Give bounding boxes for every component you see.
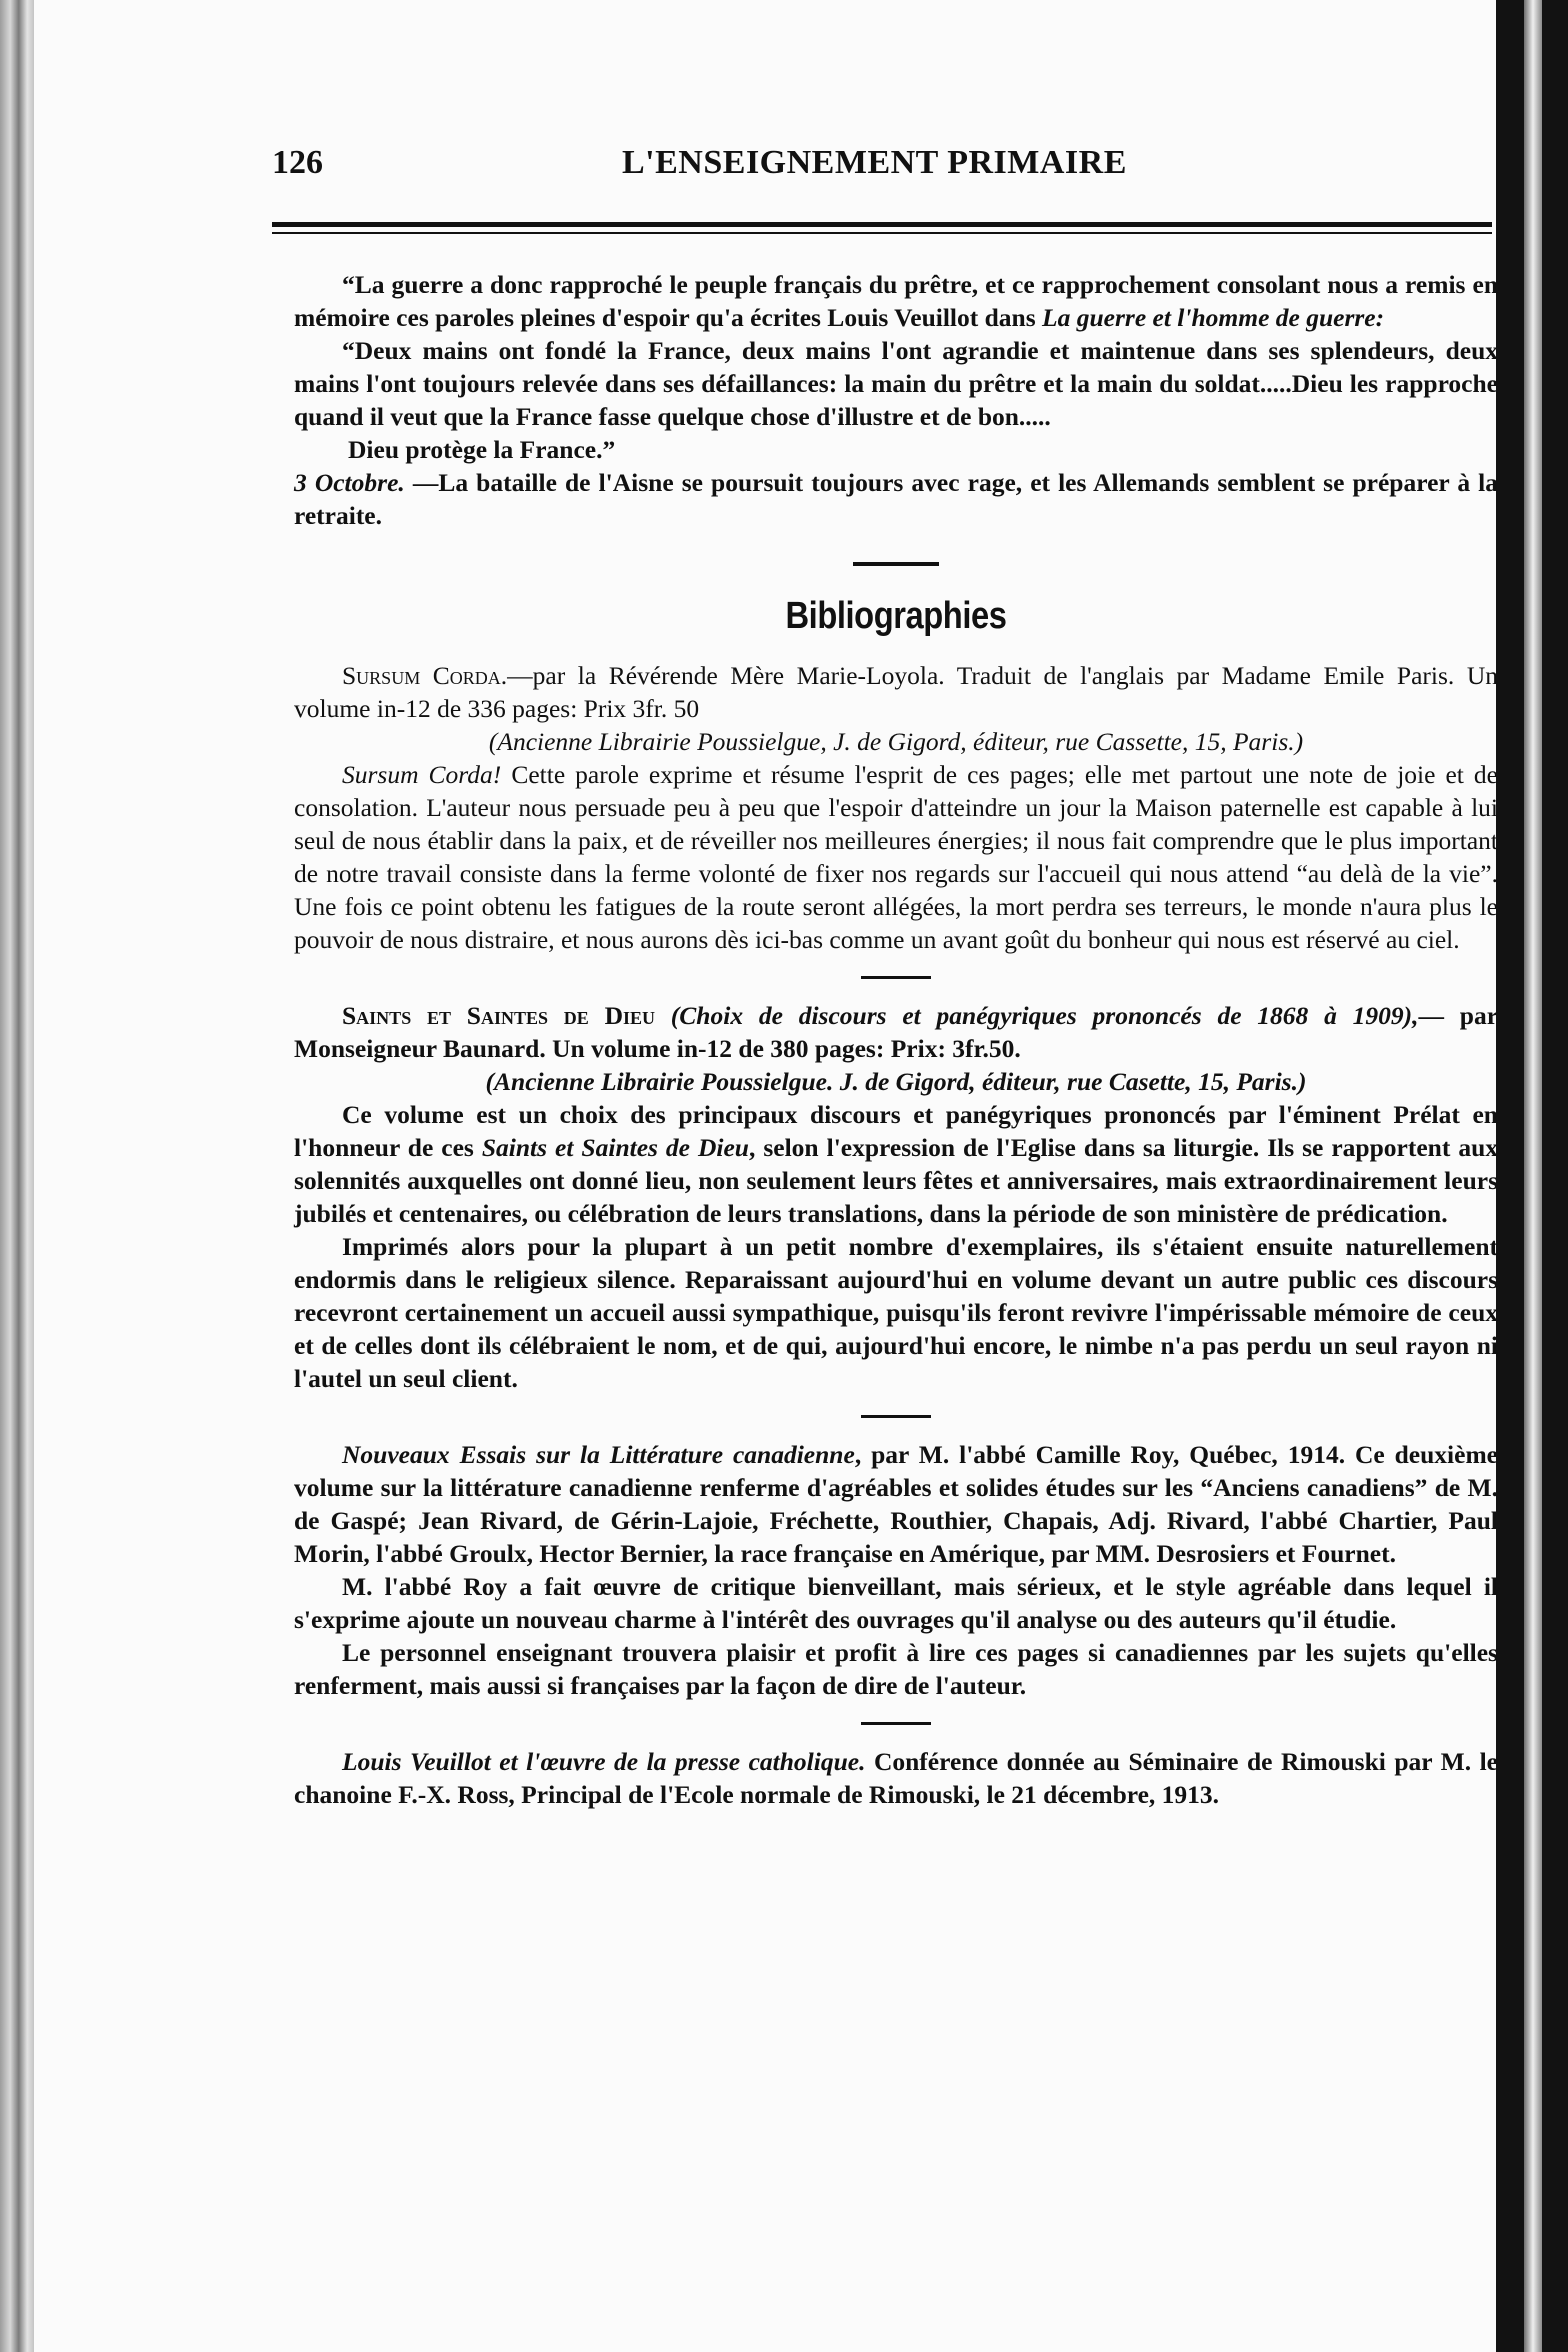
quote-closing: Dieu protège la France.” [348,435,616,464]
saints-review-1a: Ce volume est un choix des principaux discours et panégyriques prononcés par l'éminent Prélat en l'honneur de ces [294,1100,1498,1162]
veuillot-citation [294,1745,1498,1811]
sursum-citation [294,659,1498,725]
article-body [294,268,1498,1811]
section-separator [853,562,939,566]
scan-right-edge [1496,0,1568,2352]
running-title: L'ENSEIGNEMENT PRIMAIRE [622,144,1127,181]
saints-review-1b: , selon l'expression de l'Eglise dans sa liturgie. Ils se rapportent aux solennités auxquelles ont donné lieu, non seulement leurs fêtes et anniversaires, mais extraordinairement leurs jubilés et centenaires, ou célébration de leurs translations, dans la période de son ministère de prédication. [294,1133,1499,1228]
saints-citation [294,999,1498,1065]
saints-details: — par Monseigneur Baunard. Un volume in-12 de 380 pages: Prix: 3fr.50. [294,1001,1499,1063]
saints-review-1 [294,1098,1498,1230]
section-title: Bibliographies [785,595,1007,637]
entry-separator [861,1415,931,1418]
page [34,0,1499,2352]
sursum-title: Sursum Corda. [342,661,508,690]
essais-review-3: Le personnel enseignant trouvera plaisir et profit à lire ces pages si canadiennes par les sujets qu'elles renferment, mais aussi si françaises par la façon de dire de l'auteur. [294,1638,1498,1700]
sursum-review-lead: Sursum Corda! [342,760,502,789]
saints-title: Saints et Saintes de Dieu [342,1001,655,1030]
veuillot-text: Conférence donnée au Séminaire de Rimouski par M. le chanoine F.-X. Ross, Principal de l'Ecole normale de Rimouski, le 21 décembre, 1913. [294,1747,1498,1809]
page-number: 126 [272,144,323,181]
entry-text: —La bataille de l'Aisne se poursuit toujours avec rage, et les Allemands semblent se préparer à la retraite. [294,468,1499,530]
essais-review-2: M. l'abbé Roy a fait œuvre de critique bienveillant, mais sérieux, et le style agréable dans lequel il s'exprime ajoute un nouveau charme à l'intérêt des ouvrages qu'il analyse ou des auteurs qu'il étudie. [294,1572,1498,1634]
sursum-review-text: Cette parole exprime et résume l'esprit de ces pages; elle met partout une note de joie et de consolation. L'auteur nous persuade peu à peu que l'espoir d'atteindre un jour la Maison paternelle est capable à lui seul de nous établir dans la paix, et de réveiller nos meilleures énergies; il nous fait comprendre que le plus important de notre travail consiste dans la ferme volonté de fixer nos regards sur l'accueil qui nous attend “au delà de la vie”. Une fois ce point obtenu les fatigues de la route seront allégées, la mort perdra ses terreurs, le monde n'aura plus le pouvoir de nous distraire, et nous aurons dès ici-bas comme un avant goût du bonheur qui nous est réservé au ciel. [294,760,1498,954]
essais-citation [294,1438,1498,1570]
entry-separator [861,1722,931,1725]
intro-text: “La guerre a donc rapproché le peuple français du prêtre, et ce rapprochement consolant nous a remis en mémoire ces paroles pleines d'espoir qu'a écrites Louis Veuillot dans [294,270,1498,332]
essais-title: Nouveaux Essais sur la Littérature canadienne [342,1440,855,1469]
intro-book-title: La guerre et l'homme de guerre: [1042,303,1385,332]
saints-review-2: Imprimés alors pour la plupart à un petit nombre d'exemplaires, ils s'étaient ensuite naturellement endormis dans le religieux silence. Reparaissant aujourd'hui en volume devant un autre public ces discours recevront certainement un accueil aussi sympathique, puisqu'ils feront revivre l'impérissable mémoire de ceux et de celles dont ils célébraient le nom, et de qui, aujourd'hui encore, le nimbe n'a pas perdu un seul rayon ni l'autel un seul client. [294,1232,1498,1393]
entry-date: 3 Octobre. [294,468,405,497]
saints-publisher: (Ancienne Librairie Poussielgue. J. de Gigord, éditeur, rue Casette, 15, Paris.) [485,1067,1307,1096]
saints-review-title: Saints et Saintes de Dieu [481,1133,749,1162]
header-rule [272,222,1492,227]
page-edge-strip [1524,0,1542,2352]
sursum-details: —par la Révérende Mère Marie-Loyola. Traduit de l'anglais par Madame Emile Paris. Un volume in-12 de 336 pages: Prix 3fr. 50 [294,661,1499,723]
header-rule-thin [272,232,1492,234]
saints-subtitle: (Choix de discours et panégyriques prononcés de 1868 à 1909), [670,1001,1419,1030]
quote-paragraph: “Deux mains ont fondé la France, deux mains l'ont agrandie et maintenue dans ses splendeurs, deux mains l'ont toujours relevée dans ses défaillances: la main du prêtre et la main du soldat.....Dieu les rapproche quand il veut que la France fasse quelque chose d'illustre et de bon..... [294,336,1498,431]
scan-left-edge [0,0,34,2352]
intro-paragraph [294,268,1498,334]
entry-separator [861,976,931,979]
dated-entry [294,466,1498,532]
sursum-review [294,758,1498,956]
veuillot-title: Louis Veuillot et l'œuvre de la presse catholique. [342,1747,866,1776]
page-header [272,144,1204,194]
sursum-publisher: (Ancienne Librairie Poussielgue, J. de Gigord, éditeur, rue Cassette, 15, Paris.) [488,727,1304,756]
essais-text: , par M. l'abbé Camille Roy, Québec, 1914. Ce deuxième volume sur la littérature canadienne renferme d'agréables et solides études sur les “Anciens canadiens” de M. de Gaspé; Jean Rivard, de Gérin-Lajoie, Fréchette, Routhier, Chapais, Adj. Rivard, l'abbé Chartier, Paul Morin, l'abbé Groulx, Hector Bernier, la race française en Amérique, par MM. Desrosiers et Fournet. [294,1440,1499,1568]
